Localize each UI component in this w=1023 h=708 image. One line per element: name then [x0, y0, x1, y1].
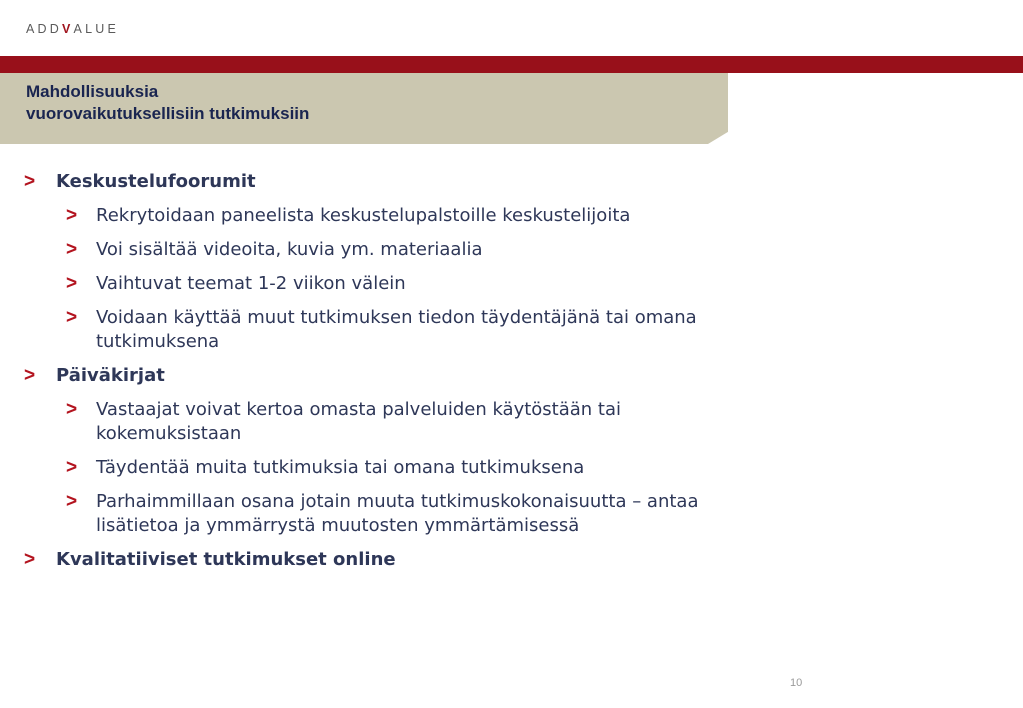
chevron-right-icon: >: [66, 457, 78, 478]
sub-bullet-item: [0, 398, 716, 446]
sub-bullet-text: Vaihtuvat teemat 1-2 viikon välein: [96, 273, 406, 294]
header-red-bar: [0, 56, 1023, 73]
bullet-text: Kvalitatiiviset tutkimukset online: [56, 549, 396, 570]
sub-bullet-item: [0, 490, 716, 538]
addvalue-logo: ADDVALUE: [26, 22, 120, 36]
chevron-right-icon: >: [66, 239, 78, 260]
chevron-right-icon: >: [24, 549, 36, 570]
sub-bullet-text: Täydentää muita tutkimuksia tai omana tutkimuksena: [96, 457, 585, 478]
sub-bullet-item: [0, 238, 716, 262]
sub-bullet-text: Voi sisältää videoita, kuvia ym. materiaalia: [96, 239, 483, 260]
bullet-text: Päiväkirjat: [56, 365, 165, 386]
bullet-item: [0, 364, 740, 388]
sub-bullet-item: [0, 204, 716, 228]
sub-bullet-text: Rekrytoidaan paneelista keskustelupalstoille keskustelijoita: [96, 205, 631, 226]
chevron-right-icon: >: [66, 399, 78, 420]
sub-bullet-item: [0, 306, 716, 354]
chevron-right-icon: >: [24, 365, 36, 386]
chevron-right-icon: >: [24, 171, 36, 192]
bullet-item: [0, 170, 740, 194]
slide-title-line-2: vuorovaikutuksellisiin tutkimuksiin: [26, 104, 310, 123]
chevron-right-icon: >: [66, 307, 78, 328]
slide-title: [26, 81, 309, 125]
chevron-right-icon: >: [66, 491, 78, 512]
sub-bullet-item: [0, 456, 716, 480]
chevron-right-icon: >: [66, 205, 78, 226]
sub-bullet-text: Parhaimmillaan osana jotain muuta tutkimuskokonaisuutta – antaa lisätietoa ja ymmärrystä muutosten ymmärtämisessä: [96, 491, 699, 536]
chevron-right-icon: >: [66, 273, 78, 294]
sub-bullet-text: Voidaan käyttää muut tutkimuksen tiedon täydentäjänä tai omana tutkimuksena: [96, 307, 697, 352]
bullet-text: Keskustelufoorumit: [56, 171, 256, 192]
bullet-list: [0, 170, 740, 582]
sub-bullet-item: [0, 272, 716, 296]
sub-bullet-text: Vastaajat voivat kertoa omasta palveluiden käytöstään tai kokemuksistaan: [96, 399, 622, 444]
bullet-item: [0, 548, 740, 572]
slide-title-line-1: Mahdollisuuksia: [26, 82, 159, 101]
page-number: 10: [790, 677, 803, 689]
